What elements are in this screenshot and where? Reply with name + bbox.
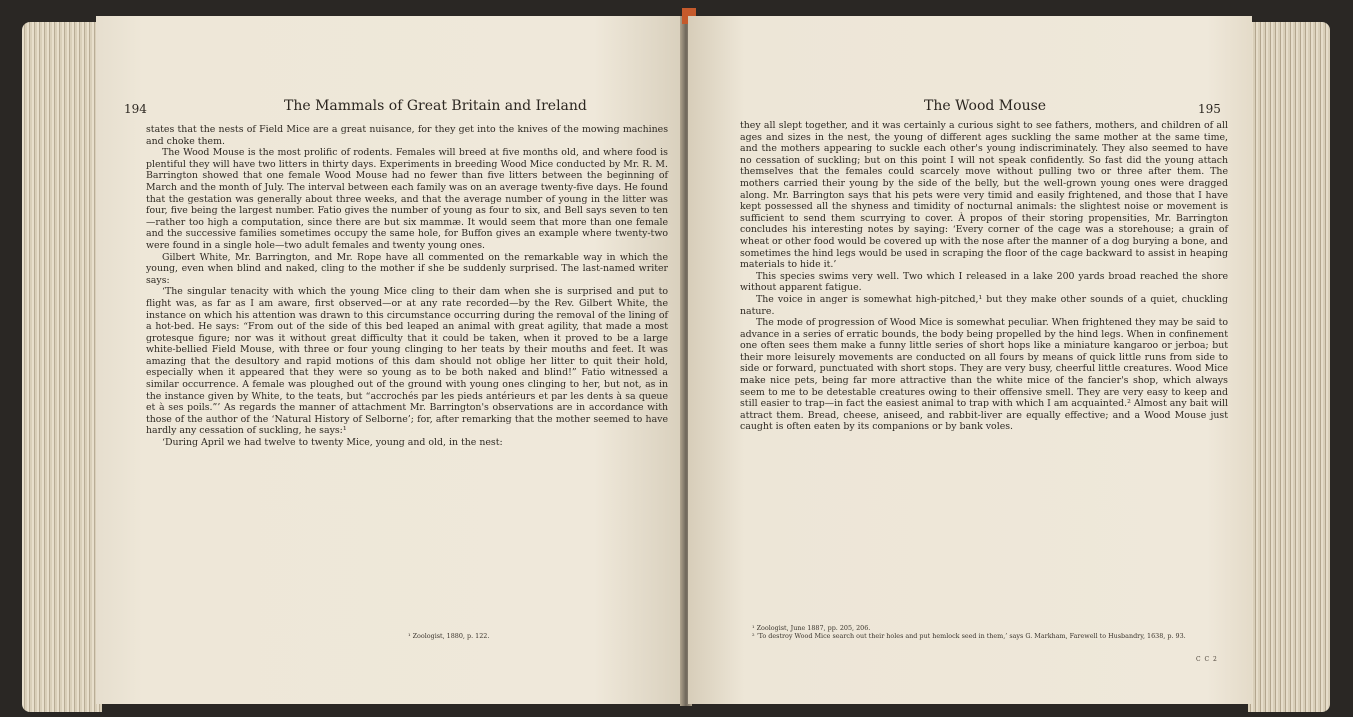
left-body-text (146, 124, 668, 449)
right-body-text (740, 120, 1228, 433)
paragraph: The Wood Mouse is the most prolific of rodents. Females will breed at five months old, and where food is plentiful they will have two litters in thirty days. Experiments in breeding Wood Mice conducted by Mr. R. M. Barrington showed that one female Wood Mouse had no fewer than five litters between the beginning of March and the month of July. The interval between each family was on an average twenty-five days. He found that the gestation was generally about three weeks, and that the average number of young in the litter was four, five being the largest number. Fatio gives the number of young as four to six, and Bell says seven to ten—rather too high a computation, since there are but six mammæ. It would seem that more than one female and the successive families sometimes occupy the same hole, for Buffon gives an example where twenty-two were found in a single hole—two adult females and twenty young ones. (146, 147, 668, 251)
page-number-right: 195 (1198, 102, 1221, 116)
left-footnotes (396, 632, 616, 640)
left-page-edges (22, 22, 102, 712)
footnote: ² ‘To destroy Wood Mice search out their holes and put hemlock seed in them,’ says G. Markham, Farewell to Husbandry, 1638, p. 93. (752, 632, 1186, 641)
running-head-right: The Wood Mouse (924, 98, 1047, 114)
left-page (96, 16, 682, 704)
footnote: ¹ Zoologist, June 1887, pp. 205, 206. (752, 624, 871, 632)
paragraph: The voice in anger is somewhat high-pitched,¹ but they make other sounds of a quiet, chuckling nature. (740, 293, 1228, 317)
paragraph: states that the nests of Field Mice are a great nuisance, for they get into the knives of the mowing machines and choke them. (146, 124, 668, 147)
right-footnotes (740, 624, 1228, 641)
signature-mark: C C 2 (1196, 656, 1218, 663)
paragraph: ‘The singular tenacity with which the young Mice cling to their dam when she is surprised and put to flight was, as far as I am aware, first observed—or at any rate recorded—by the Rev. Gilbert White, the instance on which his attention was drawn to this circumstance occurring during the removal of the lining of a hot-bed. He says: “From out of the side of this bed leaped an animal with great agility, that made a most grotesque figure; nor was it without great difficulty that it could be taken, when it proved to be a large white-bellied Field Mouse, with three or four young clinging to her teats by their mouths and feet. It was amazing that the desultory and rapid motions of this dam should not oblige her litter to quit their hold, especially when it appeared that they were so young as to be both naked and blind!” Fatio witnessed a similar occurrence. A female was ploughed out of the ground with young ones clinging to her, but not, as in the instance given by White, to the teats, but “accrochés par les pieds antérieurs et par les dents à sa queue et à ses poils.”’ As regards the manner of attachment Mr. Barrington's observations are in accordance with those of the author of the ‘Natural History of Selborne’; for, after remarking that the mother seemed to have hardly any cessation of suckling, he says:¹ (146, 286, 668, 437)
right-page (688, 16, 1252, 704)
paragraph: Gilbert White, Mr. Barrington, and Mr. Rope have all commented on the remarkable way in which the young, even when blind and naked, cling to the mother if she be suddenly surprised. The last-named writer says: (146, 251, 668, 286)
paragraph: This species swims very well. Two which I released in a lake 200 yards broad reached the shore without apparent fatigue. (740, 270, 1228, 294)
right-page-edges (1248, 22, 1330, 712)
paragraph: ‘During April we had twelve to twenty Mice, young and old, in the nest: (162, 437, 503, 449)
page-number-left: 194 (124, 102, 147, 116)
paragraph: The mode of progression of Wood Mice is somewhat peculiar. When frightened they may be said to advance in a series of erratic bounds, the body being propelled by the hind legs. When in confinement one often sees them make a funny little series of short hops like a miniature kangaroo or jerboa; but their more leisurely movements are conducted on all fours by means of quick little runs from side to side or forward, punctuated with short stops. They are very busy, cheerful little creatures. Wood Mice make nice pets, being far more attractive than the white mice of the fancier's shop, which always seem to me to be detestable creatures owing to their offensive smell. They are very easy to keep and still easier to trap—in fact the easiest animal to trap with which I am acquainted.² Almost any bait will attract them. Bread, cheese, aniseed, and rabbit-liver are equally effective; and a Wood Mouse just caught is often eaten by its companions or by bank voles. (740, 317, 1228, 433)
footnote: ¹ Zoologist, 1880, p. 122. (408, 632, 490, 640)
paragraph: they all slept together, and it was certainly a curious sight to see fathers, mothers, and children of all ages and sizes in the nest, the young of different ages suckling the same mother at the same time, and the mothers appearing to suckle each other's young indiscriminately. They also seemed to have no cessation of suckling; but on this point I will not speak confidently. So fast did the young attach themselves that the females could scarcely move without pulling two or three after them. The mothers carried their young by the side of the belly, but the well-grown young ones were dragged along. Mr. Barrington says that his pets were very timid and easily frightened, and those that I have kept possessed all the shyness and timidity of nocturnal animals: the slightest noise or movement is sufficient to send them scurrying to cover. À propos of their storing propensities, Mr. Barrington concludes his interesting notes by saying: ‘Every corner of the cage was a storehouse; a grain of wheat or other food would be covered up with the nose after the manner of a dog burying a bone, and sometimes the hind legs would be used in scraping the floor of the cage backward to assist in heaping materials to hide it.’ (740, 120, 1228, 271)
running-head-left: The Mammals of Great Britain and Ireland (284, 98, 587, 114)
